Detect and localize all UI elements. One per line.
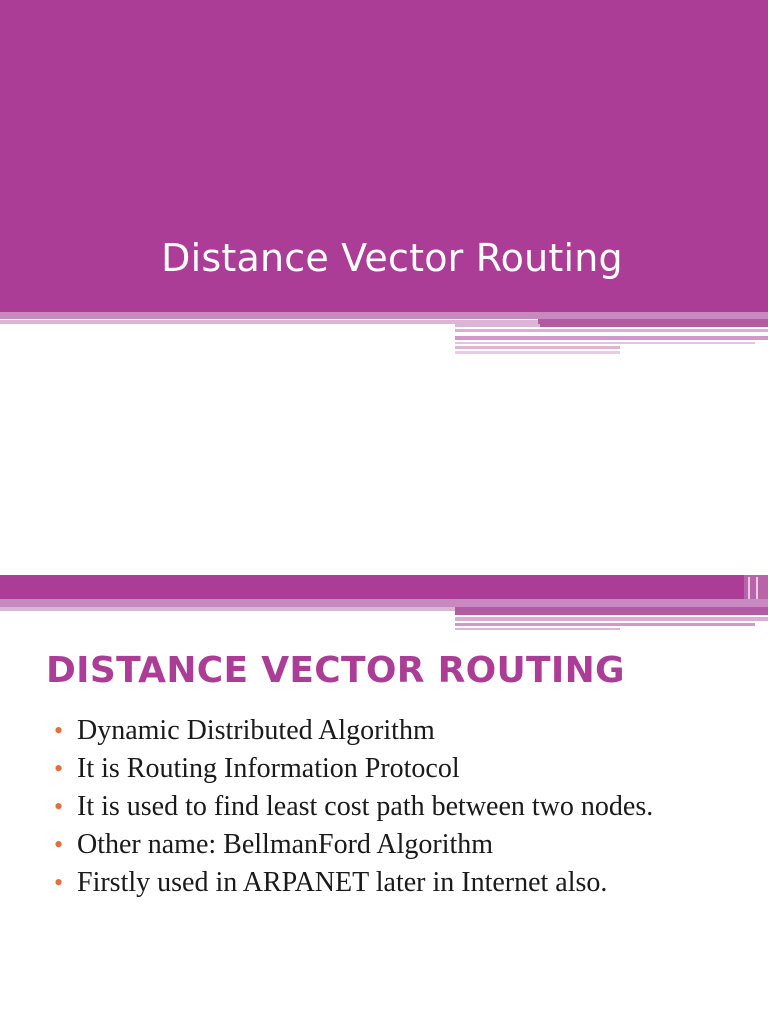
content-slide: [0, 575, 768, 1024]
bullet-icon: •: [54, 830, 64, 859]
bullet-icon: •: [54, 716, 64, 745]
list-item: [52, 864, 732, 902]
bullet-text: Other name: BellmanFord Algorithm: [77, 829, 494, 860]
bullet-icon: •: [54, 754, 64, 783]
bullet-icon: •: [54, 868, 64, 897]
title-band: [0, 575, 768, 599]
list-item: [52, 712, 732, 750]
slide-title: Distance Vector Routing: [161, 236, 623, 280]
list-item: [52, 826, 732, 864]
bullet-text: It is Routing Information Protocol: [77, 753, 460, 784]
slide-heading: DISTANCE VECTOR ROUTING: [46, 650, 625, 691]
bullet-text: Dynamic Distributed Algorithm: [77, 715, 435, 746]
bullet-icon: •: [54, 792, 64, 821]
list-item: [52, 750, 732, 788]
bullet-list: [52, 712, 732, 902]
bullet-text: Firstly used in ARPANET later in Internet also.: [77, 867, 608, 898]
list-item: [52, 788, 732, 826]
bullet-text: It is used to find least cost path between two nodes.: [77, 791, 654, 822]
